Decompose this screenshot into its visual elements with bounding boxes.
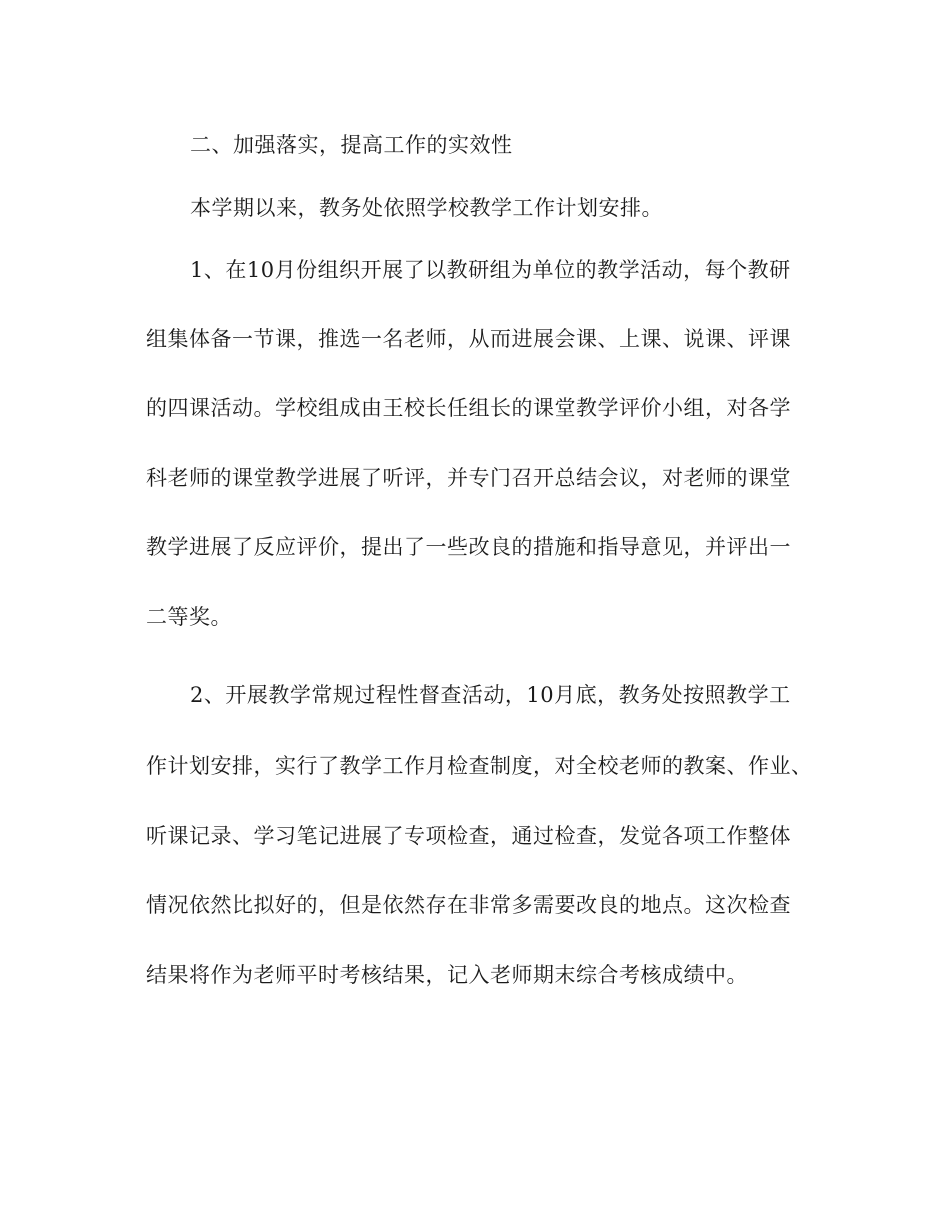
paragraph-line: 结果将作为老师平时考核结果，记入老师期末综合考核成绩中。 <box>146 963 748 987</box>
paragraph-line: 组集体备一节课，推选一名老师，从而进展会课、上课、说课、评课 <box>146 327 791 351</box>
paragraph-line: 情况依然比拟好的，但是依然存在非常多需要改良的地点。这次检查 <box>146 893 791 917</box>
paragraph-line: 教学进展了反应评价，提出了一些改良的措施和指导意见，并评出一 <box>146 535 791 559</box>
paragraph-line: 本学期以来，教务处依照学校教学工作计划安排。 <box>190 196 663 220</box>
paragraph-line: 科老师的课堂教学进展了听评，并专门召开总结会议，对老师的课堂 <box>146 466 791 490</box>
paragraph-line: 二等奖。 <box>146 605 232 629</box>
paragraph-line: 听课记录、学习笔记进展了专项检查，通过检查，发觉各项工作整体 <box>146 824 791 848</box>
paragraph-line: 作计划安排，实行了教学工作月检查制度，对全校老师的教案、作业、 <box>146 754 813 778</box>
paragraph-line: 的四课活动。学校组成由王校长任组长的课堂教学评价小组，对各学 <box>146 396 791 420</box>
paragraph-line: 2、开展教学常规过程性督查活动，10月底，教务处按照教学工 <box>190 683 791 707</box>
section-heading: 二、加强落实，提高工作的实效性 <box>190 133 513 157</box>
paragraph-line: 1、在10月份组织开展了以教研组为单位的教学活动，每个教研 <box>190 258 791 282</box>
